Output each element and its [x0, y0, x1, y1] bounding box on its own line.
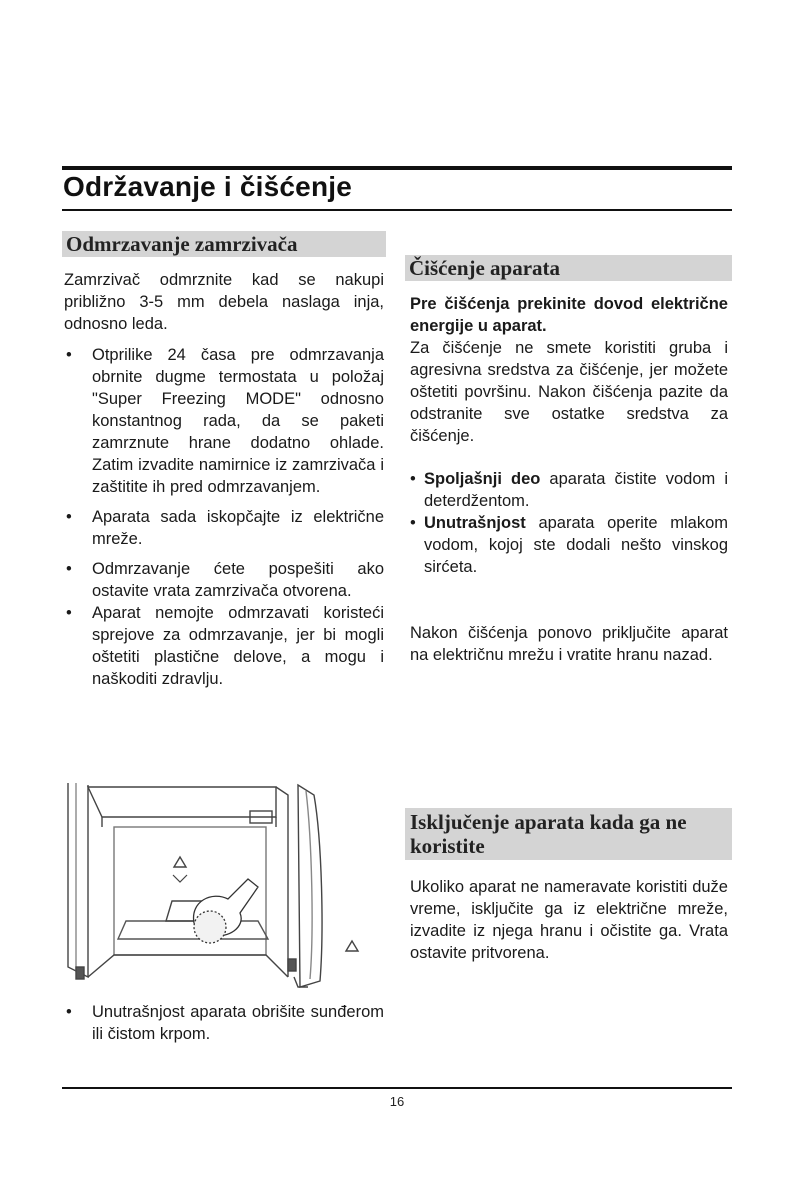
page-title: Održavanje i čišćenje: [63, 171, 353, 202]
cleaning-after: Nakon čišćenja ponovo priključite aparat na električnu mrežu i vratite hranu nazad.: [410, 624, 728, 664]
item-rest: aparata operite mlakom vodom, kojoj ste dodali nešto vinskog sirćeta.: [424, 514, 728, 576]
figure-caption-list: [64, 1001, 384, 1053]
figure-caption: • Unutrašnjost aparata obrišite sunđerom ili čistom krpom.: [64, 1001, 384, 1045]
switch-off-heading: Isključenje aparata kada ga ne koristite: [405, 808, 732, 860]
item-term: Spoljašnji deo: [424, 470, 541, 488]
switch-off-text: Ukoliko aparat ne nameravate koristiti duže vreme, isključite ga iz električne mreže, izvadite iz njega hranu i očistite ga. Vrata ostavite pritvorena.: [410, 878, 728, 962]
list-item: • Aparat nemojte odmrzavati koristeći sprejove za odmrzavanje, jer bi mogli oštetiti plastične delove, a mogu i naškoditi zdravlju.: [64, 602, 384, 690]
item-rest: aparata čistite vodom i deterdžentom.: [424, 470, 728, 510]
list-item: • Odmrzavanje ćete pospešiti ako ostavite vrata zamrzivača otvorena.: [64, 558, 384, 602]
bottom-rule: [62, 1087, 732, 1089]
freezer-cleaning-illustration: [62, 781, 386, 993]
list-item: • Aparata sada iskopčajte iz električne mreže.: [64, 506, 384, 550]
cleaning-warning: [410, 293, 728, 337]
page-number: 16: [389, 1094, 405, 1109]
cleaning-items: [410, 468, 728, 578]
title-rule: [62, 209, 732, 211]
defrost-intro: Zamrzivač odmrznite kad se nakupi približno 3-5 mm debela naslaga inja, odnosno leda.: [64, 271, 384, 333]
list-item: • Otprilike 24 časa pre odmrzavanja obrnite dugme termostata u položaj "Super Freezing MODE" odnosno konstantnog rada, da se paketi zamrznute hrane dodatno ohlade. Zatim izvadite namirnice iz zamrzivača i zaštitite ih pred odmrzavanjem.: [64, 344, 384, 498]
list-item: [410, 512, 728, 578]
defrost-heading: Odmrzavanje zamrzivača: [62, 231, 386, 257]
list-item: [410, 468, 728, 512]
cleaning-heading: Čišćenje aparata: [405, 255, 732, 281]
cleaning-warning-text: Pre čišćenja prekinite dovod električne energije u aparat.: [410, 295, 728, 335]
top-rule: [62, 166, 732, 170]
defrost-steps: [64, 344, 384, 698]
cleaning-text: Za čišćenje ne smete koristiti gruba i agresivna sredstva za čišćenje, jer možete oštetiti površinu. Nakon čišćenja pazite da odstranite sve ostatke sredstva za čišćenje.: [410, 339, 728, 445]
item-term: Unutrašnjost: [424, 514, 526, 532]
